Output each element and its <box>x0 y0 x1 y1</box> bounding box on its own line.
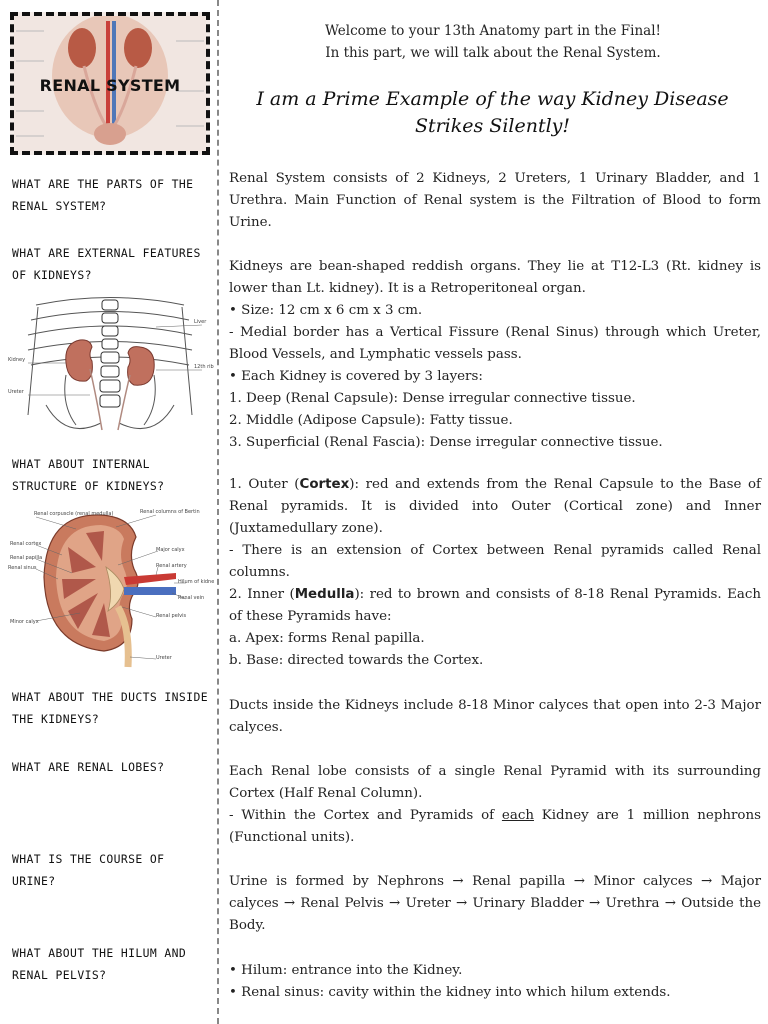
label-ureter: Ureter <box>8 389 24 395</box>
medulla-term: Medulla <box>294 587 355 602</box>
label-ureter-internal: Ureter <box>156 655 172 661</box>
answer-external-size: • Size: 12 cm x 6 cm x 3 cm. <box>229 303 423 318</box>
question-urine: WHAT IS THE COURSE OF URINE? <box>12 852 165 888</box>
question-internal: WHAT ABOUT INTERNAL STRUCTURE OF KIDNEYS? <box>12 457 165 493</box>
answer-internal-medulla: 2. Inner (Medulla): red to brown and consists of 8-18 Renal Pyramids. Each of these Pyramids have: <box>229 587 761 624</box>
intro <box>228 20 758 64</box>
answer-internal <box>229 474 761 672</box>
cortex-term: Cortex <box>299 477 350 492</box>
answer-hilum-line2: • Renal sinus: cavity within the kidney into which hilum extends. <box>229 985 671 1000</box>
answer-external-superficial: 3. Superficial (Renal Fascia): Dense irregular connective tissue. <box>229 435 663 450</box>
answer-external-medial: - Medial border has a Vertical Fissure (Renal Sinus) through which Ureter, Blood Vessels, and Lymphatic vessels pass. <box>229 325 761 362</box>
intro-line-2: In this part, we will talk about the Renal System. <box>325 45 661 61</box>
quote: I am a Prime Example of the way Kidney Disease Strikes Silently! <box>256 88 729 137</box>
label-major-calyx: Major calyx <box>156 547 185 553</box>
answer-internal-base: b. Base: directed towards the Cortex. <box>229 653 484 668</box>
answer-internal-columns: - There is an extension of Cortex between Renal pyramids called Renal columns. <box>229 543 761 580</box>
label-liver: Liver <box>194 319 207 325</box>
answer-lobes-line1: Each Renal lobe consists of a single Renal Pyramid with its surrounding Cortex (Half Renal Column). <box>229 764 761 801</box>
answer-hilum-line1: • Hilum: entrance into the Kidney. <box>229 963 463 978</box>
renal-system-image <box>10 12 210 155</box>
column-divider <box>217 0 219 1024</box>
underlined-each: each <box>501 808 534 823</box>
label-kidney: Kidney <box>8 357 26 363</box>
answer-internal-apex: a. Apex: forms Renal papilla. <box>229 631 425 646</box>
label-renal-papilla: Renal papilla <box>10 555 43 561</box>
label-renal-cortex: Renal cortex <box>10 541 42 547</box>
image-title: RENAL SYSTEM <box>39 76 181 95</box>
answer-hilum <box>229 960 761 1004</box>
question-hilum: WHAT ABOUT THE HILUM AND RENAL PELVIS? <box>12 946 187 982</box>
answer-parts <box>229 168 761 234</box>
answer-urine-text: Urine is formed by Nephrons → Renal papilla → Minor calyces → Major calyces → Renal Pelvis → Ureter → Urinary Bladder → Urethra → Outside the Body. <box>229 874 761 933</box>
answer-ducts-text: Ducts inside the Kidneys include 8-18 Minor calyces that open into 2-3 Major calyces. <box>229 698 761 735</box>
answer-external-middle: 2. Middle (Adipose Capsule): Fatty tissue. <box>229 413 513 428</box>
label-renal-corpuscle: Renal corpuscle (renal medulla) <box>34 511 114 517</box>
label-renal-columns: Renal columns of Bertin <box>140 509 200 515</box>
intro-line-1: Welcome to your 13th Anatomy part in the Final! <box>325 23 661 39</box>
label-renal-pelvis: Renal pelvis <box>156 613 187 619</box>
answer-external <box>229 256 761 454</box>
question-external: WHAT ARE EXTERNAL FEATURES OF KIDNEYS? <box>12 246 201 282</box>
answer-lobes-line2: - Within the Cortex and Pyramids of each Kidney are 1 million nephrons (Functional units). <box>229 808 761 845</box>
answer-parts-text: Renal System consists of 2 Kidneys, 2 Ureters, 1 Urinary Bladder, and 1 Urethra. Main Function of Renal system is the Filtration of Blood to form Urine. <box>229 171 761 230</box>
label-12th-rib: 12th rib <box>194 364 214 370</box>
label-renal-artery: Renal artery <box>156 563 187 569</box>
kidney-section-figure <box>6 507 214 673</box>
question-parts: WHAT ARE THE PARTS OF THE RENAL SYSTEM? <box>12 177 194 213</box>
answer-external-deep: 1. Deep (Renal Capsule): Dense irregular connective tissue. <box>229 391 636 406</box>
answer-ducts <box>229 695 761 739</box>
answer-external-layers: • Each Kidney is covered by 3 layers: <box>229 369 483 384</box>
answer-urine <box>229 871 761 937</box>
label-renal-sinus: Renal sinus <box>8 565 37 571</box>
label-minor-calyx: Minor calyx <box>10 619 39 625</box>
answer-lobes <box>229 761 761 849</box>
answer-external-intro: Kidneys are bean-shaped reddish organs. They lie at T12-L3 (Rt. kidney is lower than Lt. kidney). It is a Retroperitoneal organ. <box>229 259 761 296</box>
label-renal-vein: Renal vein <box>178 595 205 601</box>
question-lobes: WHAT ARE RENAL LOBES? <box>12 760 165 774</box>
answer-internal-cortex: 1. Outer (Cortex): red and extends from the Renal Capsule to the Base of Renal pyramids. It is divided into Outer (Cortical zone) and Inner (Juxtamedullary zone). <box>229 477 761 536</box>
kidney-position-figure <box>6 295 214 444</box>
question-ducts: WHAT ABOUT THE DUCTS INSIDE THE KIDNEYS? <box>12 690 208 726</box>
label-hilum: Hilum of kidney <box>178 579 214 585</box>
